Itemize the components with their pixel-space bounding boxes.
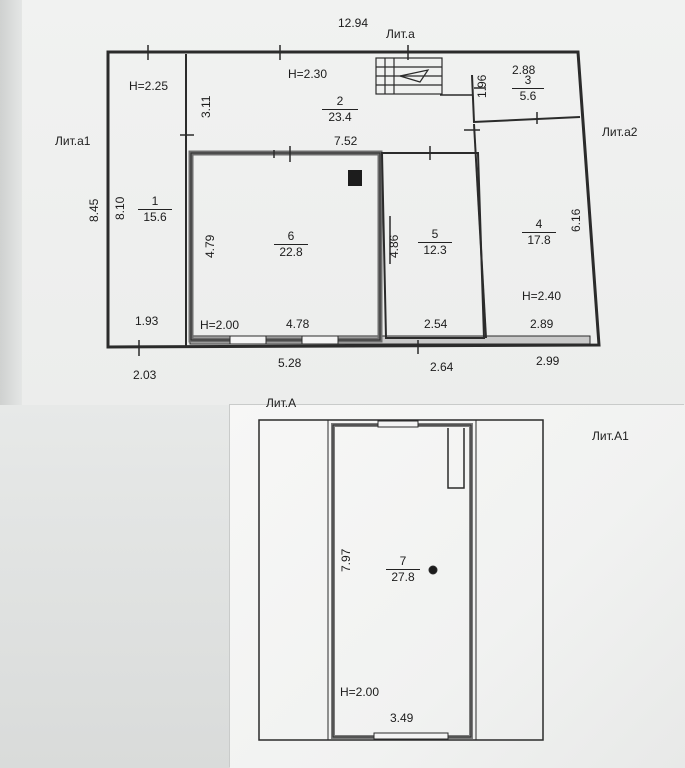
dim-478: 4.78: [286, 317, 310, 331]
room4-height: H=2.40: [522, 289, 562, 303]
room4-area: 17.8: [522, 232, 556, 248]
room6-number: 6: [287, 229, 295, 243]
wall-room4-left: [474, 124, 486, 338]
dim-486: 4.86: [387, 234, 401, 258]
lit-A-label: Лит.А: [266, 396, 297, 410]
dim-193: 1.93: [135, 314, 159, 328]
room7-height: H=2.00: [340, 685, 380, 699]
room6-height: H=2.00: [200, 318, 240, 332]
dim-616: 6.16: [569, 208, 583, 232]
room7-area: 27.8: [386, 569, 420, 585]
dim-810: 8.10: [113, 196, 127, 220]
room1-height: H=2.25: [129, 79, 169, 93]
stove-symbol: [348, 170, 362, 186]
room7-label: [386, 555, 420, 585]
dim-349: 3.49: [390, 711, 414, 725]
room5-number: 5: [431, 227, 439, 241]
room5-area: 12.3: [418, 242, 452, 258]
room2-number: 2: [336, 94, 344, 108]
room1-label: [138, 195, 172, 225]
chimney-shaft: [448, 428, 464, 488]
room3-area: 5.6: [512, 88, 544, 104]
room7-number: 7: [399, 554, 407, 568]
dim-528: 5.28: [278, 356, 302, 370]
dim-264: 2.64: [430, 360, 454, 374]
room4-number: 4: [535, 217, 543, 231]
dim-845: 8.45: [87, 198, 101, 222]
dim-289: 2.89: [530, 317, 554, 331]
lit-a2-label: Лит.а2: [602, 125, 638, 139]
lit-a1-label: Лит.а1: [55, 134, 91, 148]
overall-width-label: 12.94: [338, 16, 369, 30]
room5-label: [418, 228, 452, 258]
dim-254: 2.54: [424, 317, 448, 331]
room2-label: [322, 95, 358, 125]
room1-number: 1: [151, 194, 159, 208]
dim-299: 2.99: [536, 354, 560, 368]
top-window: [378, 421, 418, 427]
room3-number: 3: [524, 73, 532, 87]
light-point: [429, 566, 437, 574]
room2-height: H=2.30: [288, 67, 328, 81]
bottom-window: [374, 733, 448, 739]
lit-a-label: Лит.а: [386, 27, 415, 41]
dim-196: 1.96: [475, 74, 489, 98]
dim-311: 3.11: [199, 95, 213, 118]
dim-288: 2.88: [512, 63, 536, 77]
dim-203: 2.03: [133, 368, 157, 382]
wall-room3-left: [472, 75, 474, 122]
dim-797: 7.97: [339, 548, 353, 572]
lit-A1-label: Лит.А1: [592, 429, 629, 443]
room1-area: 15.6: [138, 209, 172, 225]
dim-752: 7.52: [334, 134, 358, 148]
wall-room3-bottom: [473, 117, 580, 122]
stairs: [376, 58, 442, 94]
room2-area: 23.4: [322, 109, 358, 125]
room4-label: [522, 218, 556, 248]
room3-label: [512, 74, 544, 104]
dim-479: 4.79: [203, 234, 217, 258]
room6-area: 22.8: [274, 244, 308, 260]
room6-label: [274, 230, 308, 260]
